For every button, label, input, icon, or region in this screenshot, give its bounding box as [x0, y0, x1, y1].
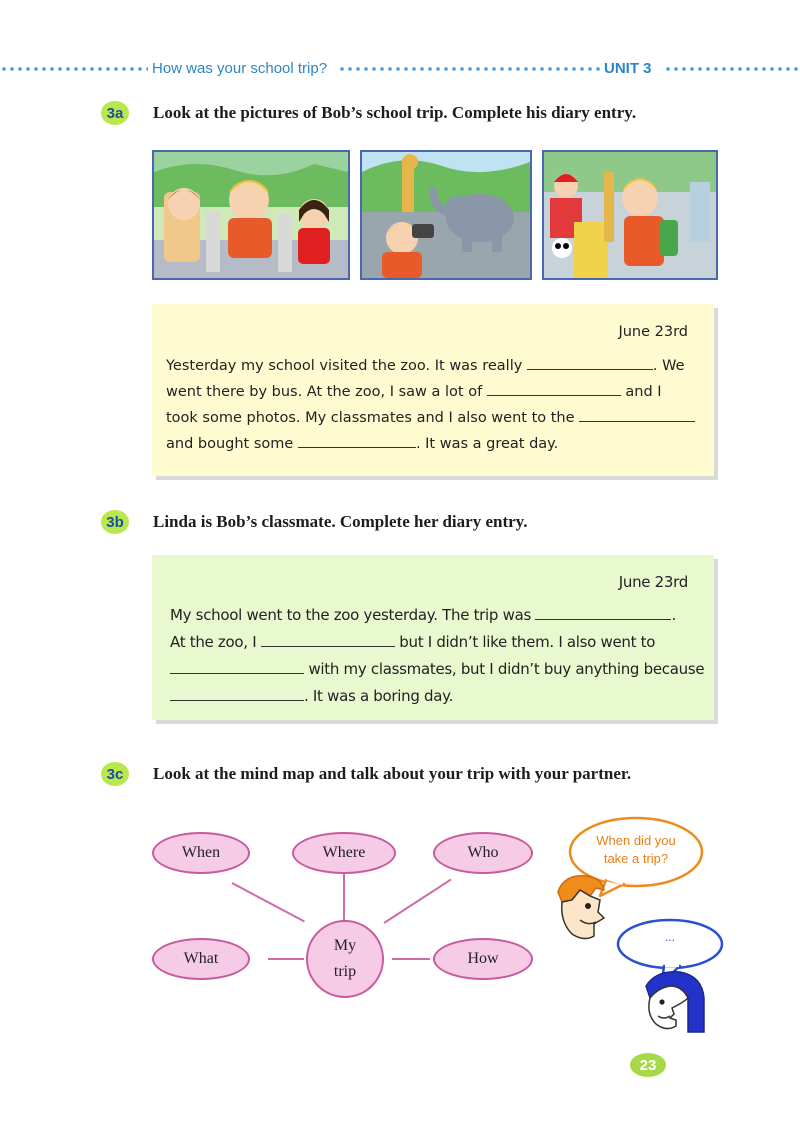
diary-line-4: . It was a boring day.: [170, 687, 453, 705]
answer-blank[interactable]: [535, 607, 671, 620]
diary-line-3: with my classmates, but I didn’t buy anything because: [170, 660, 704, 678]
speech-text-ellipsis: ...: [664, 930, 675, 944]
header-dots-middle: [338, 66, 600, 72]
diary-entry-linda: [152, 555, 714, 720]
mindmap-center-my-trip: My trip: [306, 920, 384, 998]
header-dots-left: [0, 66, 148, 72]
picture-gift-shop: [542, 150, 718, 280]
exercise-badge-3c: 3c: [101, 762, 129, 786]
instruction-3b: Linda is Bob’s classmate. Complete her diary entry.: [153, 512, 528, 531]
diary-line-2: At the zoo, I but I didn’t like them. I also went to: [170, 633, 656, 651]
mindmap-connector: [343, 874, 345, 922]
header-title: How was your school trip?: [152, 60, 328, 77]
exercise-badge-3b: 3b: [101, 510, 129, 534]
diary-line-2: went there by bus. At the zoo, I saw a lot of and I: [166, 384, 662, 400]
mindmap-connector: [392, 958, 430, 960]
header-dots-right: [664, 66, 800, 72]
answer-blank[interactable]: [527, 357, 653, 370]
instruction-3a: Look at the pictures of Bob’s school trip. Complete his diary entry.: [153, 103, 637, 122]
instruction-3c: Look at the mind map and talk about your trip with your partner.: [153, 764, 632, 783]
answer-blank[interactable]: [579, 409, 695, 422]
page-number: 23: [630, 1053, 666, 1077]
picture-zoo-elephant: [360, 150, 532, 280]
boy-icon: [550, 872, 612, 946]
picture-bus: [152, 150, 350, 280]
answer-blank[interactable]: [298, 435, 416, 448]
mindmap-node-who: Who: [433, 832, 533, 874]
mindmap-node-how: How: [433, 938, 533, 980]
mindmap-node-where: Where: [292, 832, 396, 874]
diary-line-1: Yesterday my school visited the zoo. It was really . We: [166, 358, 685, 374]
diary-date: June 23rd: [618, 324, 688, 340]
diary-entry-bob: [152, 304, 714, 476]
diary-line-1: My school went to the zoo yesterday. The trip was .: [170, 606, 676, 624]
mindmap-connector: [232, 882, 305, 922]
answer-blank[interactable]: [170, 661, 304, 674]
answer-blank[interactable]: [261, 634, 395, 647]
mindmap-connector: [268, 958, 304, 960]
answer-blank[interactable]: [487, 383, 621, 396]
mindmap-node-what: What: [152, 938, 250, 980]
diary-date: June 23rd: [618, 573, 688, 591]
header-unit: UNIT 3: [604, 60, 652, 77]
exercise-badge-3a: 3a: [101, 101, 129, 125]
speech-text-question: When did you take a trip?: [596, 833, 676, 866]
diary-line-3: took some photos. My classmates and I also went to the: [166, 409, 695, 426]
mindmap-connector: [383, 879, 451, 924]
answer-blank[interactable]: [170, 688, 304, 701]
mindmap-node-when: When: [152, 832, 250, 874]
diary-line-4: and bought some . It was a great day.: [166, 436, 559, 452]
girl-icon: [636, 968, 710, 1036]
